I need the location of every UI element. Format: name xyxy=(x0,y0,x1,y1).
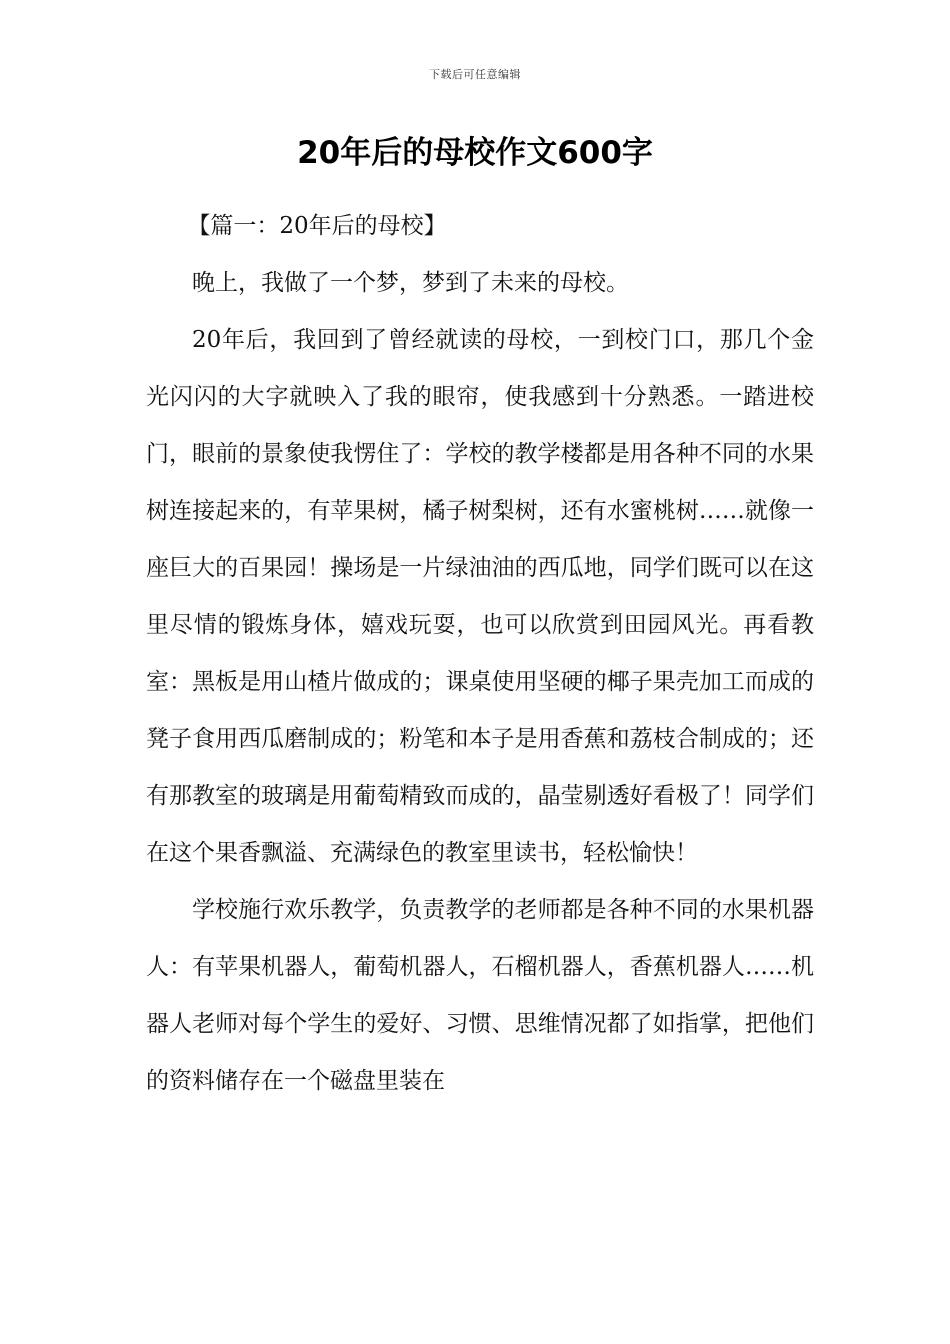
paragraph-2: 20年后，我回到了曾经就读的母校，一到校门口，那几个金光闪闪的大字就映入了我的眼帘，使我感到十分熟悉。一踏进校门，眼前的景象使我愣住了：学校的教学楼都是用各种不同的水果树连接起来的，有苹果树，橘子树梨树，还有水蜜桃树……就像一座巨大的百果园！操场是一片绿油油的西瓜地，同学们既可以在这里尽情的锻炼身体，嬉戏玩耍，也可以欣赏到田园风光。再看教室：黑板是用山楂片做成的；课桌使用坚硬的椰子果壳加工而成的凳子食用西瓜磨制成的；粉笔和本子是用香蕉和荔枝合制成的；还有那教室的玻璃是用葡萄精致而成的，晶莹剔透好看极了！同学们在这个果香飘溢、充满绿色的教室里读书，轻松愉快！ xyxy=(146,327,814,866)
paragraph-3: 学校施行欢乐教学，负责教学的老师都是各种不同的水果机器人：有苹果机器人，葡萄机器人，石榴机器人，香蕉机器人……机器人老师对每个学生的爱好、习惯、思维情况都了如指掌，把他们的资料储存在一个磁盘里装在 xyxy=(146,897,814,1094)
section-heading: 【篇一：20年后的母校】 xyxy=(187,213,447,239)
page-header-note: 下载后可任意编辑 xyxy=(429,68,521,81)
document-title: 20年后的母校作文600字 xyxy=(297,135,653,171)
paragraph-1: 晚上，我做了一个梦，梦到了未来的母校。 xyxy=(192,270,629,296)
article-body xyxy=(146,198,814,1110)
